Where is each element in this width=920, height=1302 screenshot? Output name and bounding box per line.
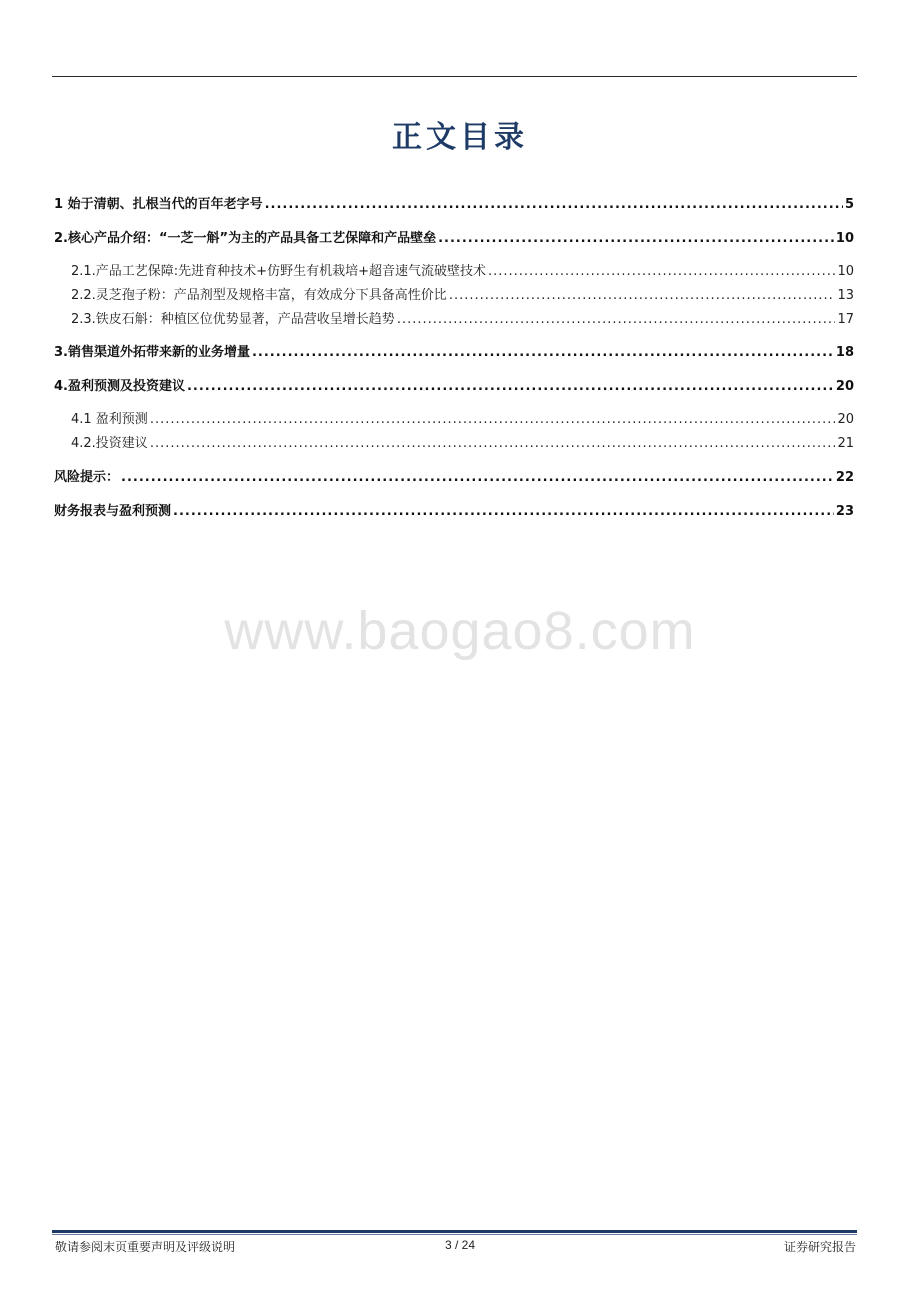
- toc-leader-dots: [438, 230, 834, 248]
- toc-entry-page: 20: [837, 412, 854, 427]
- toc-leader-dots: [187, 378, 834, 396]
- footer-rule: [52, 1230, 857, 1233]
- toc-entry-4[interactable]: [54, 378, 854, 396]
- toc-leader-dots: [449, 287, 836, 305]
- toc-entry-title: 1 始于清朝、扎根当代的百年老字号: [54, 197, 263, 212]
- toc-entry-page: 18: [835, 345, 854, 360]
- toc-entry-page: 5: [844, 197, 854, 212]
- toc-entry-risk[interactable]: [54, 469, 854, 487]
- toc-entry-1[interactable]: [54, 196, 854, 214]
- page-number: 3 / 24: [444, 1238, 476, 1252]
- toc-entry-title: 4.1 盈利预测: [71, 412, 148, 427]
- toc-entry-title: 风险提示：: [54, 470, 120, 485]
- footer-rule-thin: [52, 1234, 857, 1235]
- toc-entry-page: 17: [837, 312, 854, 327]
- toc-entry-page: 20: [835, 379, 854, 394]
- toc-leader-dots: [488, 263, 835, 281]
- page-title: 正文目录: [392, 120, 528, 155]
- footer-disclaimer: 敬请参阅末页重要声明及评级说明: [55, 1240, 236, 1254]
- toc-leader-dots: [265, 196, 843, 214]
- toc-entry-page: 13: [837, 288, 854, 303]
- toc-leader-dots: [150, 435, 836, 453]
- toc-entry-title: 2.2.灵芝孢子粉：产品剂型及规格丰富，有效成分下具备高性价比: [71, 288, 447, 303]
- toc-entry-title: 财务报表与盈利预测: [54, 504, 172, 519]
- toc-entry-page: 21: [837, 436, 854, 451]
- toc-entry-page: 23: [835, 504, 854, 519]
- toc-entry-2-1[interactable]: [54, 263, 854, 281]
- toc-leader-dots: [121, 469, 834, 487]
- toc-entry-2-2[interactable]: [54, 287, 854, 305]
- toc-entry-title: 4.2.投资建议: [71, 436, 148, 451]
- toc-entry-title: 2.3.铁皮石斛：种植区位优势显著，产品营收呈增长趋势: [71, 312, 395, 327]
- watermark: www.baogao8.com: [224, 601, 696, 661]
- toc-entry-4-1[interactable]: [54, 411, 854, 429]
- footer-report-type: 证券研究报告: [783, 1240, 856, 1254]
- toc-entry-2[interactable]: [54, 230, 854, 248]
- toc-entry-title: 2.1.产品工艺保障:先进育种技术+仿野生有机栽培+超音速气流破壁技术: [71, 264, 486, 279]
- toc-entry-3[interactable]: [54, 344, 854, 362]
- toc-entry-financials[interactable]: [54, 503, 854, 521]
- toc-leader-dots: [252, 344, 834, 362]
- toc-entry-page: 10: [835, 231, 854, 246]
- toc-entry-title: 3.销售渠道外拓带来新的业务增量: [54, 345, 250, 360]
- toc-entry-page: 10: [837, 264, 854, 279]
- toc-leader-dots: [173, 503, 834, 521]
- header-rule: [52, 76, 857, 77]
- toc-leader-dots: [150, 411, 836, 429]
- toc-leader-dots: [397, 311, 836, 329]
- toc-entry-4-2[interactable]: [54, 435, 854, 453]
- toc-entry-page: 22: [835, 470, 854, 485]
- toc-entry-2-3[interactable]: [54, 311, 854, 329]
- toc-entry-title: 4.盈利预测及投资建议: [54, 379, 185, 394]
- toc-entry-title: 2.核心产品介绍：“一芝一斛”为主的产品具备工艺保障和产品壁垒: [54, 231, 437, 246]
